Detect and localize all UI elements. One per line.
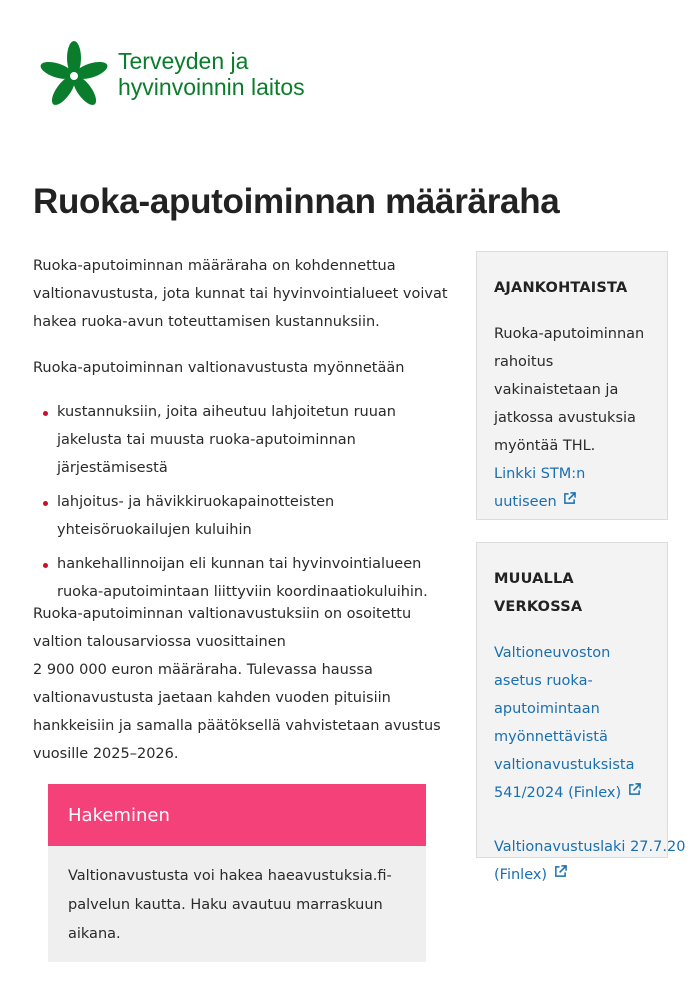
granted-lead-paragraph: Ruoka-aputoiminnan valtionavustusta myönnetään (33, 360, 405, 376)
external-link-icon (563, 492, 576, 505)
elsewhere-heading: MUUALLA VERKOSSA (494, 571, 583, 615)
grant-act-link[interactable] (494, 833, 686, 889)
list-item: lahjoitus- ja hävikkiruokapainotteisten yhteisöruokailujen kuluihin (33, 488, 453, 544)
budget-line-1: Ruoka-aputoiminnan valtionavustuksiin on osoitettu valtion talousarviossa vuosittainen (33, 606, 412, 650)
stm-news-link-label: Linkki STM:n uutiseen (494, 466, 586, 510)
news-sidebar-box (476, 251, 668, 520)
link-spacer (494, 807, 650, 833)
grant-act-link-source: (Finlex) (494, 867, 548, 883)
thl-logo[interactable] (36, 38, 305, 114)
news-heading: AJANKOHTAISTA (494, 280, 628, 296)
external-link-icon (628, 783, 641, 796)
grant-act-link-label: Valtionavustuslaki 27.7.20 (494, 839, 686, 855)
apply-heading: Hakeminen (48, 784, 426, 846)
stm-news-link[interactable] (494, 460, 650, 516)
brand-line-2: hyvinvoinnin laitos (118, 74, 305, 100)
brand-line-1: Terveyden ja (118, 48, 249, 74)
news-text: Ruoka-aputoiminnan rahoitus vakinaistetaan ja jatkossa avustuksia myöntää THL. (494, 326, 645, 454)
external-link-icon (554, 865, 567, 878)
apply-box (48, 784, 426, 962)
finlex-decree-link-label: Valtioneuvoston asetus ruoka-aputoimintaan myönnettävistä valtionavustuksista 541/2024 (Finlex) (494, 645, 635, 801)
finlex-decree-link[interactable] (494, 639, 650, 807)
apply-body: Valtionavustusta voi hakea haeavustuksia.fi-palvelun kautta. Haku avautuu marraskuun aikana. (48, 846, 426, 962)
list-item: kustannuksiin, joita aiheutuu lahjoitetun ruuan jakelusta tai muusta ruoka-aputoiminnan järjestämisestä (33, 398, 453, 482)
page-title: Ruoka-aputoiminnan määräraha (33, 182, 560, 221)
budget-paragraph (33, 600, 453, 768)
granted-list (33, 398, 453, 612)
elsewhere-sidebar-box (476, 542, 686, 883)
list-item: hankehallinnoijan eli kunnan tai hyvinvointialueen ruoka-aputoimintaan liittyviin koordinaatiokuluihin. (33, 550, 453, 606)
intro-paragraph: Ruoka-aputoiminnan määräraha on kohdennettua valtionavustusta, jota kunnat tai hyvinvointialueet voivat hakea ruoka-avun toteuttamisen kustannuksiin. (33, 258, 448, 330)
thl-leaf-logo-icon (36, 38, 112, 114)
budget-line-2: 2 900 000 euron määräraha. Tulevassa haussa valtionavustusta jaetaan kahden vuoden pituisiin hankkeisiin ja samalla päätöksellä vahvistetaan avustus vuosille 2025–2026. (33, 662, 441, 762)
brand-name (118, 48, 378, 100)
